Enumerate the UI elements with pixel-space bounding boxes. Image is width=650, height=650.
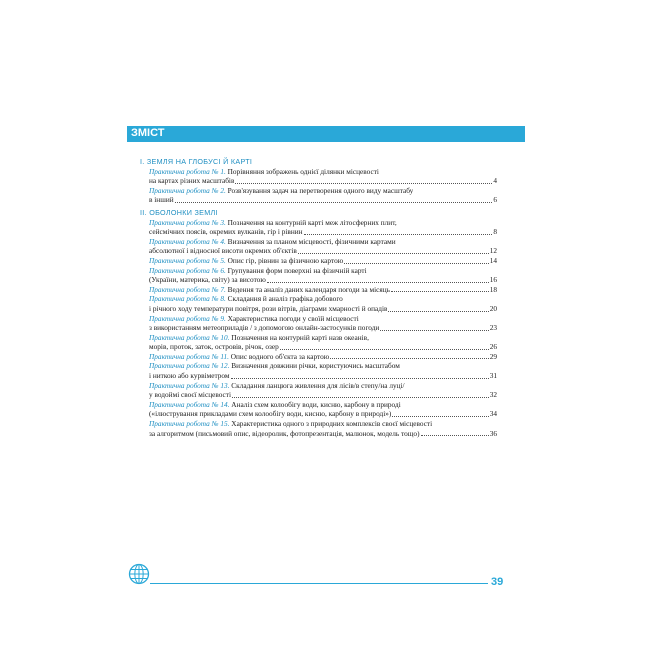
- work-title-cont: і ниткою або курвіметром: [149, 371, 230, 381]
- work-label: Практична робота № 14.: [149, 399, 230, 409]
- toc-entry-line: [149, 381, 497, 391]
- toc-entry-line: [149, 266, 497, 276]
- toc-entry: [140, 294, 497, 313]
- work-title: Характеристика погоди у своїй місцевості: [227, 313, 359, 323]
- toc-entry-line: [149, 176, 497, 186]
- header-bar: [127, 126, 525, 141]
- toc-entry-line: [149, 195, 497, 205]
- work-title-cont: у водоймі своєї місцевості: [149, 390, 232, 400]
- work-title-cont: за алгоритмом (письмовий опис, відеоролик, фотопрезентація, малюнок, модель тощо): [149, 428, 420, 438]
- toc-entry-line: [149, 352, 497, 362]
- leader-dots: [330, 358, 488, 359]
- leader-dots: [231, 378, 489, 379]
- section-heading: ІІ. ОБОЛОНКИ ЗЕМЛІ: [140, 207, 218, 217]
- work-label: Практична робота № 6.: [149, 265, 226, 275]
- leader-dots: [235, 183, 492, 184]
- toc-entry-line: [149, 429, 497, 439]
- work-label: Практична робота № 9.: [149, 313, 226, 323]
- work-label: Практична робота № 8.: [149, 294, 226, 304]
- toc-entry: [140, 167, 497, 186]
- toc-entry: [140, 419, 497, 438]
- work-title: Визначення довжини річки, користуючись масштабом: [231, 361, 400, 371]
- globe-icon: [128, 563, 150, 585]
- toc-entry-line: [149, 333, 497, 343]
- toc-entry-line: [149, 323, 497, 333]
- work-title-cont: сейсмічних поясів, окремих вулканів, гір і рівнин: [149, 227, 303, 237]
- work-title: Визначення за планом місцевості, фізичними картами: [227, 236, 396, 246]
- toc-page-number: 14: [489, 255, 497, 265]
- work-label: Практична робота № 5.: [149, 255, 226, 265]
- toc-entry-line: [149, 275, 497, 285]
- work-title-cont: і річного ходу температури повітря, рози вітрів, діаграми хмарності й опадів: [149, 303, 388, 313]
- toc-entry: [140, 400, 497, 419]
- leader-dots: [267, 282, 489, 283]
- footer-rule: [150, 583, 488, 584]
- toc-page-number: 20: [489, 303, 497, 313]
- work-title: Порівняння зображень однієї ділянки місцевості: [227, 166, 379, 176]
- work-title-cont: на картах різних масштабів: [149, 176, 235, 186]
- toc-entry-line: [149, 246, 497, 256]
- toc-page-number: 6: [493, 195, 497, 205]
- work-label: Практична робота № 11.: [149, 351, 229, 361]
- work-label: Практична робота № 13.: [149, 380, 230, 390]
- leader-dots: [344, 263, 489, 264]
- toc-entry-line: [149, 256, 497, 266]
- work-label: Практична робота № 15.: [149, 419, 230, 429]
- work-label: Практична робота № 12.: [149, 361, 230, 371]
- leader-dots: [280, 349, 489, 350]
- work-title-cont: в інший: [149, 195, 174, 205]
- toc-entry: [140, 285, 497, 295]
- leader-dots: [391, 291, 489, 292]
- leader-dots: [175, 202, 493, 203]
- work-title: Розв'язування задач на перетворення одного виду масштабу: [227, 185, 414, 195]
- toc-entry-line: [149, 186, 497, 196]
- leader-dots: [380, 330, 488, 331]
- work-title: Опис гір, рівнин за фізичною картою: [227, 255, 344, 265]
- work-label: Практична робота № 10.: [149, 332, 230, 342]
- toc-entry-line: [149, 237, 497, 247]
- work-title: Позначення на контурній карті назв океанів,: [231, 332, 369, 342]
- page-number: 39: [491, 576, 504, 588]
- toc-entry: [140, 333, 497, 352]
- work-label: Практична робота № 3.: [149, 217, 226, 227]
- toc-page-number: 18: [489, 284, 497, 294]
- leader-dots: [388, 311, 488, 312]
- work-title: Характеристика одного з природних комплексів своєї місцевості: [231, 419, 433, 429]
- toc-entry: [140, 266, 497, 285]
- toc-page-number: 29: [489, 351, 497, 361]
- leader-dots: [298, 253, 489, 254]
- toc-entry-line: [149, 294, 497, 304]
- toc-page-number: 26: [489, 342, 497, 352]
- toc-page-number: 23: [489, 323, 497, 333]
- work-label: Практична робота № 7.: [149, 284, 226, 294]
- page-title: ЗМІСТ: [131, 127, 165, 139]
- toc-entry: [140, 256, 497, 266]
- table-of-contents: [140, 155, 497, 438]
- work-title-cont: морів, проток, заток, островів, річок, озер: [149, 342, 279, 352]
- toc-entry: [140, 237, 497, 256]
- leader-dots: [304, 234, 493, 235]
- section-heading: І. ЗЕМЛЯ НА ГЛОБУСІ Й КАРТІ: [140, 157, 253, 166]
- work-label: Практична робота № 4.: [149, 236, 226, 246]
- work-label: Практична робота № 2.: [149, 185, 226, 195]
- work-title: Складання й аналіз графіка добового: [227, 294, 343, 304]
- toc-page-number: 34: [489, 409, 497, 419]
- work-title: Аналіз схем колообігу води, кисню, карбону в природі: [231, 399, 401, 409]
- work-title-cont: з використанням метеоприладів / з допомогою онлайн-застосунків погоди: [149, 323, 380, 333]
- work-title-cont: (України, материка, світу) за висотою: [149, 275, 266, 285]
- toc-entry-line: [149, 342, 497, 352]
- work-title: Ведення та аналіз даних календаря погоди за місяць: [227, 284, 390, 294]
- toc-page-number: 4: [493, 176, 497, 186]
- work-title-cont: («ілюстрування прикладами схем колообігу води, кисню, карбону в природі»): [149, 409, 392, 419]
- toc-entry-line: [149, 371, 497, 381]
- toc-entry-line: [149, 285, 497, 295]
- toc-entry: [140, 361, 497, 380]
- toc-entry-line: [149, 304, 497, 314]
- toc-entry: [140, 218, 497, 237]
- toc-entry-line: [149, 218, 497, 228]
- work-title: Позначення на контурній карті меж літосферних плит,: [227, 217, 397, 227]
- toc-page-number: 8: [493, 227, 497, 237]
- toc-entry: [140, 186, 497, 205]
- toc-entry-line: [149, 419, 497, 429]
- toc-entry-line: [149, 167, 497, 177]
- toc-entry-line: [149, 361, 497, 371]
- work-title: Групування форм поверхні на фізичній карті: [227, 265, 367, 275]
- toc-entry: [140, 314, 497, 333]
- header-rule: [127, 141, 525, 142]
- work-title-cont: абсолютної і відносної висоти окремих об'єктів: [149, 246, 297, 256]
- toc-entry-line: [149, 400, 497, 410]
- toc-page-number: 12: [489, 246, 497, 256]
- work-label: Практична робота № 1.: [149, 166, 226, 176]
- toc-entry-line: [149, 390, 497, 400]
- toc-entry: [140, 352, 497, 362]
- leader-dots: [232, 397, 489, 398]
- toc-entry: [140, 381, 497, 400]
- toc-entry-line: [149, 227, 497, 237]
- leader-dots: [421, 435, 489, 436]
- leader-dots: [392, 416, 488, 417]
- work-title: Опис водного об'єкта за картою: [230, 351, 330, 361]
- toc-page-number: 16: [489, 275, 497, 285]
- toc-entry-line: [149, 314, 497, 324]
- toc-page-number: 31: [489, 371, 497, 381]
- work-title: Складання ланцюга живлення для лісів/в степу/на луці/: [231, 380, 405, 390]
- toc-entry-line: [149, 409, 497, 419]
- toc-page-number: 32: [489, 390, 497, 400]
- toc-page-number: 36: [489, 428, 497, 438]
